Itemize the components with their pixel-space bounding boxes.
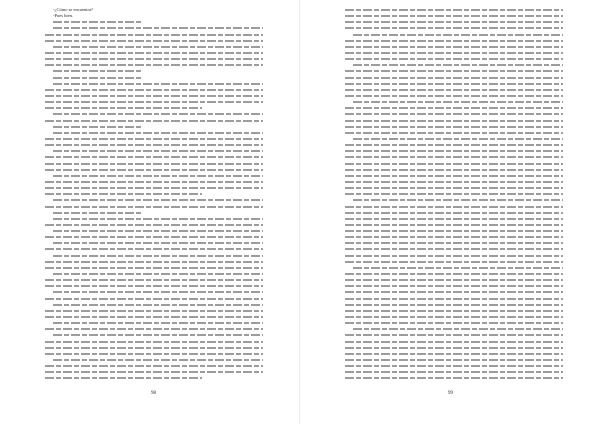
right-page-text-column [345,7,563,382]
left-page-line-1: -¿Cómo se encuentra? [53,7,93,12]
right-page [300,0,600,424]
text-line-placeholder [45,375,263,381]
page-number: 99 [448,391,453,396]
text-line-placeholder [345,375,563,381]
left-page-text-column [45,7,263,382]
left-page-line-2: -Pues bien. [53,13,73,19]
right-page-body-placeholder [345,7,563,382]
page-number: 98 [151,391,156,396]
left-page-body-placeholder [45,19,263,381]
